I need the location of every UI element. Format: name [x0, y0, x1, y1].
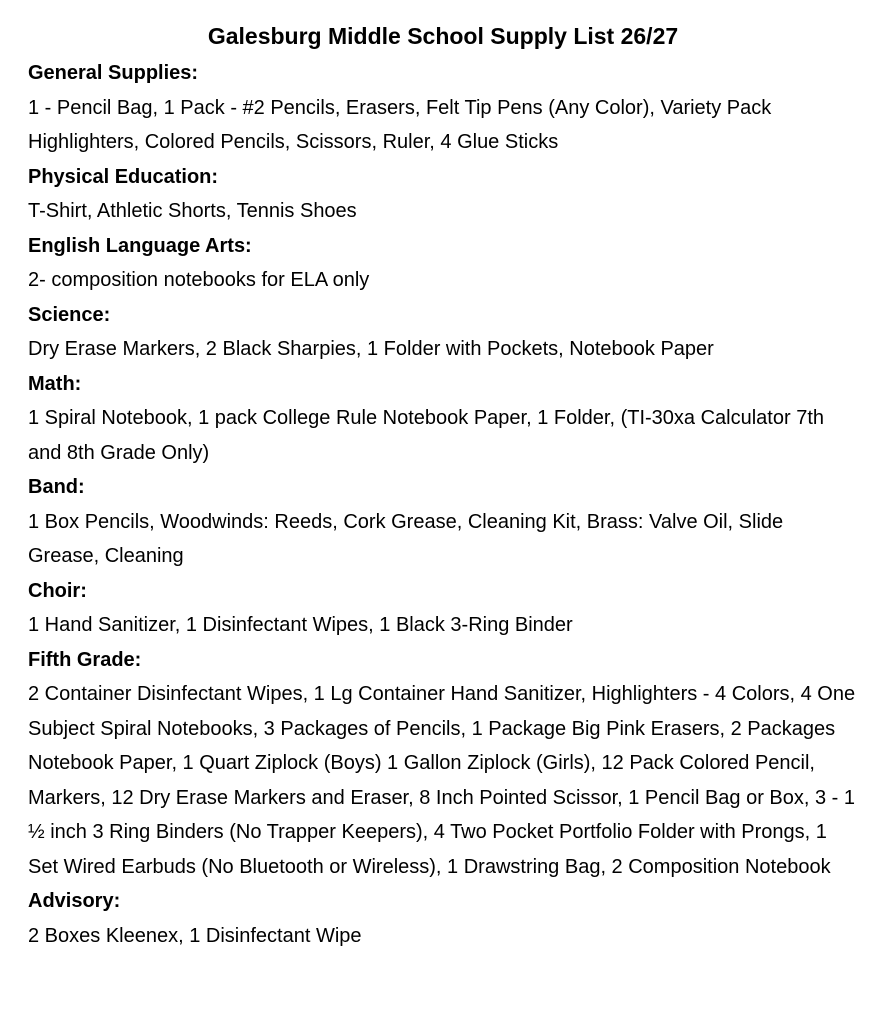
- section-items: 1 - Pencil Bag, 1 Pack - #2 Pencils, Erasers, Felt Tip Pens (Any Color), Variety Pack Highlighters, Colored Pencils, Scissors, Ruler, 4 Glue Sticks: [28, 96, 772, 153]
- section-science: [28, 298, 858, 367]
- section-items: 2 Boxes Kleenex, 1 Disinfectant Wipe: [28, 924, 362, 947]
- section-heading: Fifth Grade:: [28, 648, 142, 671]
- section-heading: Physical Education:: [28, 165, 219, 188]
- section-heading: Choir:: [28, 579, 87, 602]
- section-heading: English Language Arts:: [28, 234, 252, 257]
- section-general-supplies: [28, 56, 858, 160]
- section-physical-education: [28, 160, 858, 229]
- page-title: Galesburg Middle School Supply List 26/27: [207, 23, 679, 49]
- section-heading: General Supplies:: [28, 62, 199, 84]
- section-heading: Band:: [28, 476, 85, 498]
- section-math: [28, 367, 858, 471]
- section-heading: Math:: [28, 372, 82, 395]
- section-english-language-arts: [28, 229, 858, 298]
- section-items: 2- composition notebooks for ELA only: [28, 269, 370, 291]
- section-items: 1 Spiral Notebook, 1 pack College Rule Notebook Paper, 1 Folder, (TI-30xa Calculator 7th and 8th Grade Only): [28, 407, 824, 464]
- section-heading: Advisory:: [28, 890, 121, 912]
- section-items: 2 Container Disinfectant Wipes, 1 Lg Container Hand Sanitizer, Highlighters - 4 Colors, 4 One Subject Spiral Notebooks, 3 Packages of Pencils, 1 Package Big Pink Erasers, 2 Packages Notebook Paper, 1 Quart Ziplock (Boys) 1 Gallon Ziplock (Girls), 12 Pack Colored Pencil, Markers, 12 Dry Erase Markers and Eraser, 8 Inch Pointed Scissor, 1 Pencil Bag or Box, 3 - 1 ½ inch 3 Ring Binders (No Trapper Keepers), 4 Two Pocket Portfolio Folder with Prongs, 1 Set Wired Earbuds (No Bluetooth or Wireless), 1 Drawstring Bag, 2 Composition Notebook: [28, 683, 856, 878]
- section-band: [28, 470, 858, 574]
- section-heading: Science:: [28, 303, 111, 326]
- section-items: Dry Erase Markers, 2 Black Sharpies, 1 Folder with Pockets, Notebook Paper: [28, 338, 714, 360]
- section-items: 1 Hand Sanitizer, 1 Disinfectant Wipes, 1 Black 3-Ring Binder: [28, 614, 573, 636]
- section-fifth-grade: [28, 643, 858, 885]
- section-items: 1 Box Pencils, Woodwinds: Reeds, Cork Grease, Cleaning Kit, Brass: Valve Oil, Slide Grease, Cleaning: [28, 510, 784, 567]
- section-items: T-Shirt, Athletic Shorts, Tennis Shoes: [28, 200, 357, 222]
- section-advisory: [28, 884, 858, 953]
- section-choir: [28, 574, 858, 643]
- supply-list-document: [28, 20, 858, 953]
